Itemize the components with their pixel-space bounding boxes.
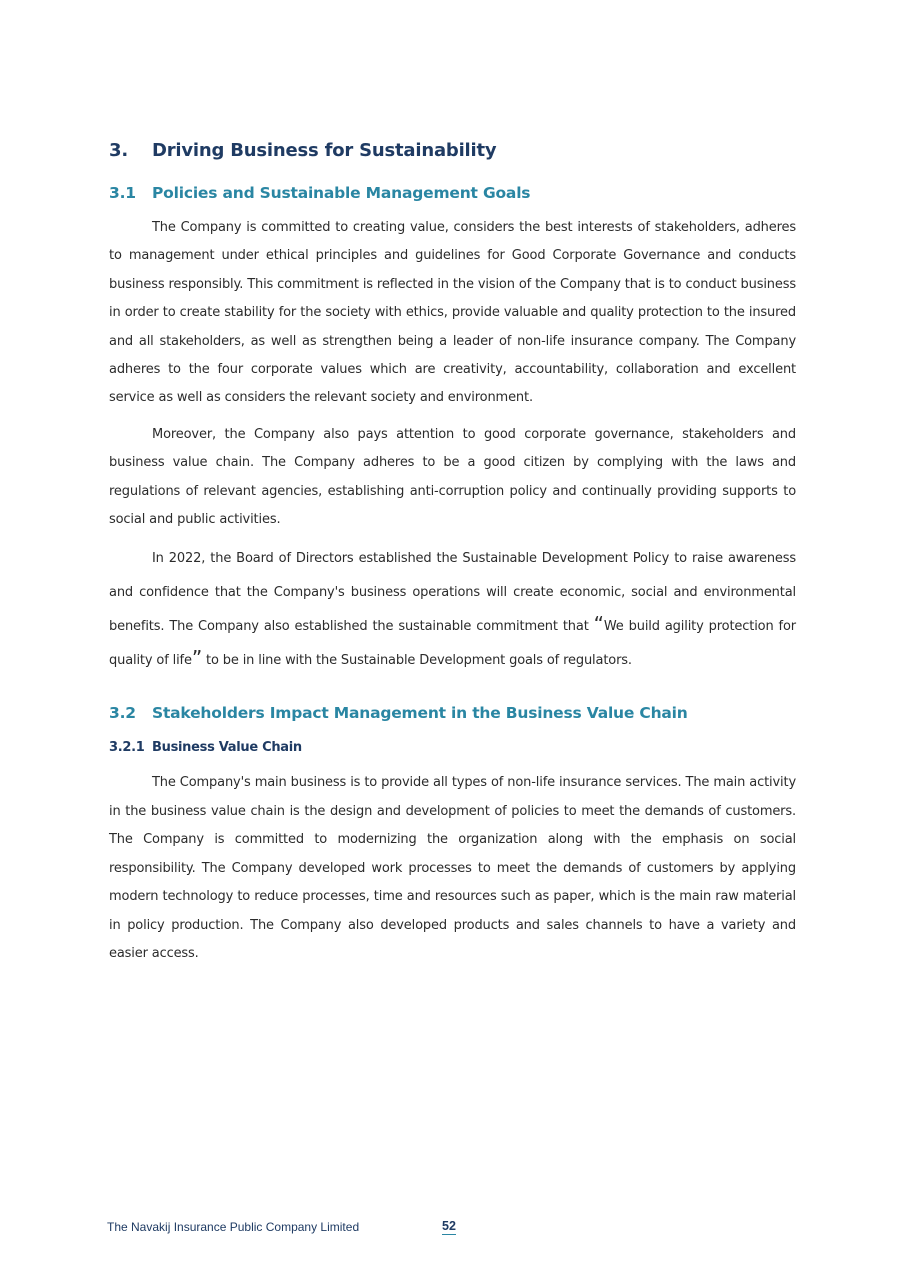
open-quote-mark: “ — [593, 612, 604, 637]
page-content — [109, 140, 796, 968]
paragraph-sustainable-policy — [109, 542, 796, 678]
section-3-1-heading — [109, 184, 796, 202]
sustainable-commitment-quote: We build agility protection for quality of life — [109, 619, 796, 669]
section-3-2-1-heading — [109, 740, 796, 755]
paragraph-sustainable-policy-lead: In 2022, the Board of Directors established the Sustainable Development Policy to raise awareness and confidence that the Company's business operations will create economic, social and environmental benefits. The Company also established the sustainable commitment that — [109, 551, 796, 635]
section-3-2-heading — [109, 704, 796, 722]
section-3-2-1-title: Business Value Chain — [152, 740, 302, 756]
paragraph-company-commitment: The Company is committed to creating value, considers the best interests of stakeholders, adheres to management under ethical principles and guidelines for Good Corporate Governance and conducts business responsibly. This commitment is reflected in the vision of the Company that is to conduct business in order to create stability for the society with ethics, provide valuable and quality protection to the insured and all stakeholders, as well as strengthen being a leader of non-life insurance company. The Company adheres to the four corporate values which are creativity, accountability, collaboration and excellent service as well as considers the relevant society and environment. — [109, 220, 796, 406]
paragraph-business-value-chain: The Company's main business is to provide all types of non-life insurance services. The main activity in the business value chain is the design and development of policies to meet the demands of customers. The Company is committed to modernizing the organization along with the emphasis on social responsibility. The Company developed work processes to meet the demands of customers by applying modern technology to reduce processes, time and resources such as paper, which is the main raw material in policy production. The Company also developed products and sales channels to have a variety and easier access. — [109, 775, 796, 961]
paragraph-sustainable-policy-tail: to be in line with the Sustainable Development goals of regulators. — [202, 653, 632, 669]
footer-page-number: 52 — [442, 1219, 456, 1233]
section-3-2-number: 3.2 — [109, 704, 136, 723]
section-3-title: Driving Business for Sustainability — [152, 140, 497, 161]
close-quote-mark: ” — [191, 646, 203, 671]
section-3-number: 3. — [109, 140, 128, 161]
paragraph-good-governance: Moreover, the Company also pays attention to good corporate governance, stakeholders and business value chain. The Company adheres to be a good citizen by complying with the laws and regulations of relevant agencies, establishing anti-corruption policy and continually providing supports to social and public activities. — [109, 426, 796, 528]
section-3-heading — [109, 140, 796, 161]
footer-company-name: The Navakij Insurance Public Company Limited — [107, 1220, 360, 1234]
section-3-2-title: Stakeholders Impact Management in the Business Value Chain — [152, 704, 688, 723]
section-3-1-title: Policies and Sustainable Management Goals — [152, 184, 531, 202]
section-3-2-1-number: 3.2.1 — [109, 740, 145, 756]
section-3-1-number: 3.1 — [109, 184, 136, 202]
